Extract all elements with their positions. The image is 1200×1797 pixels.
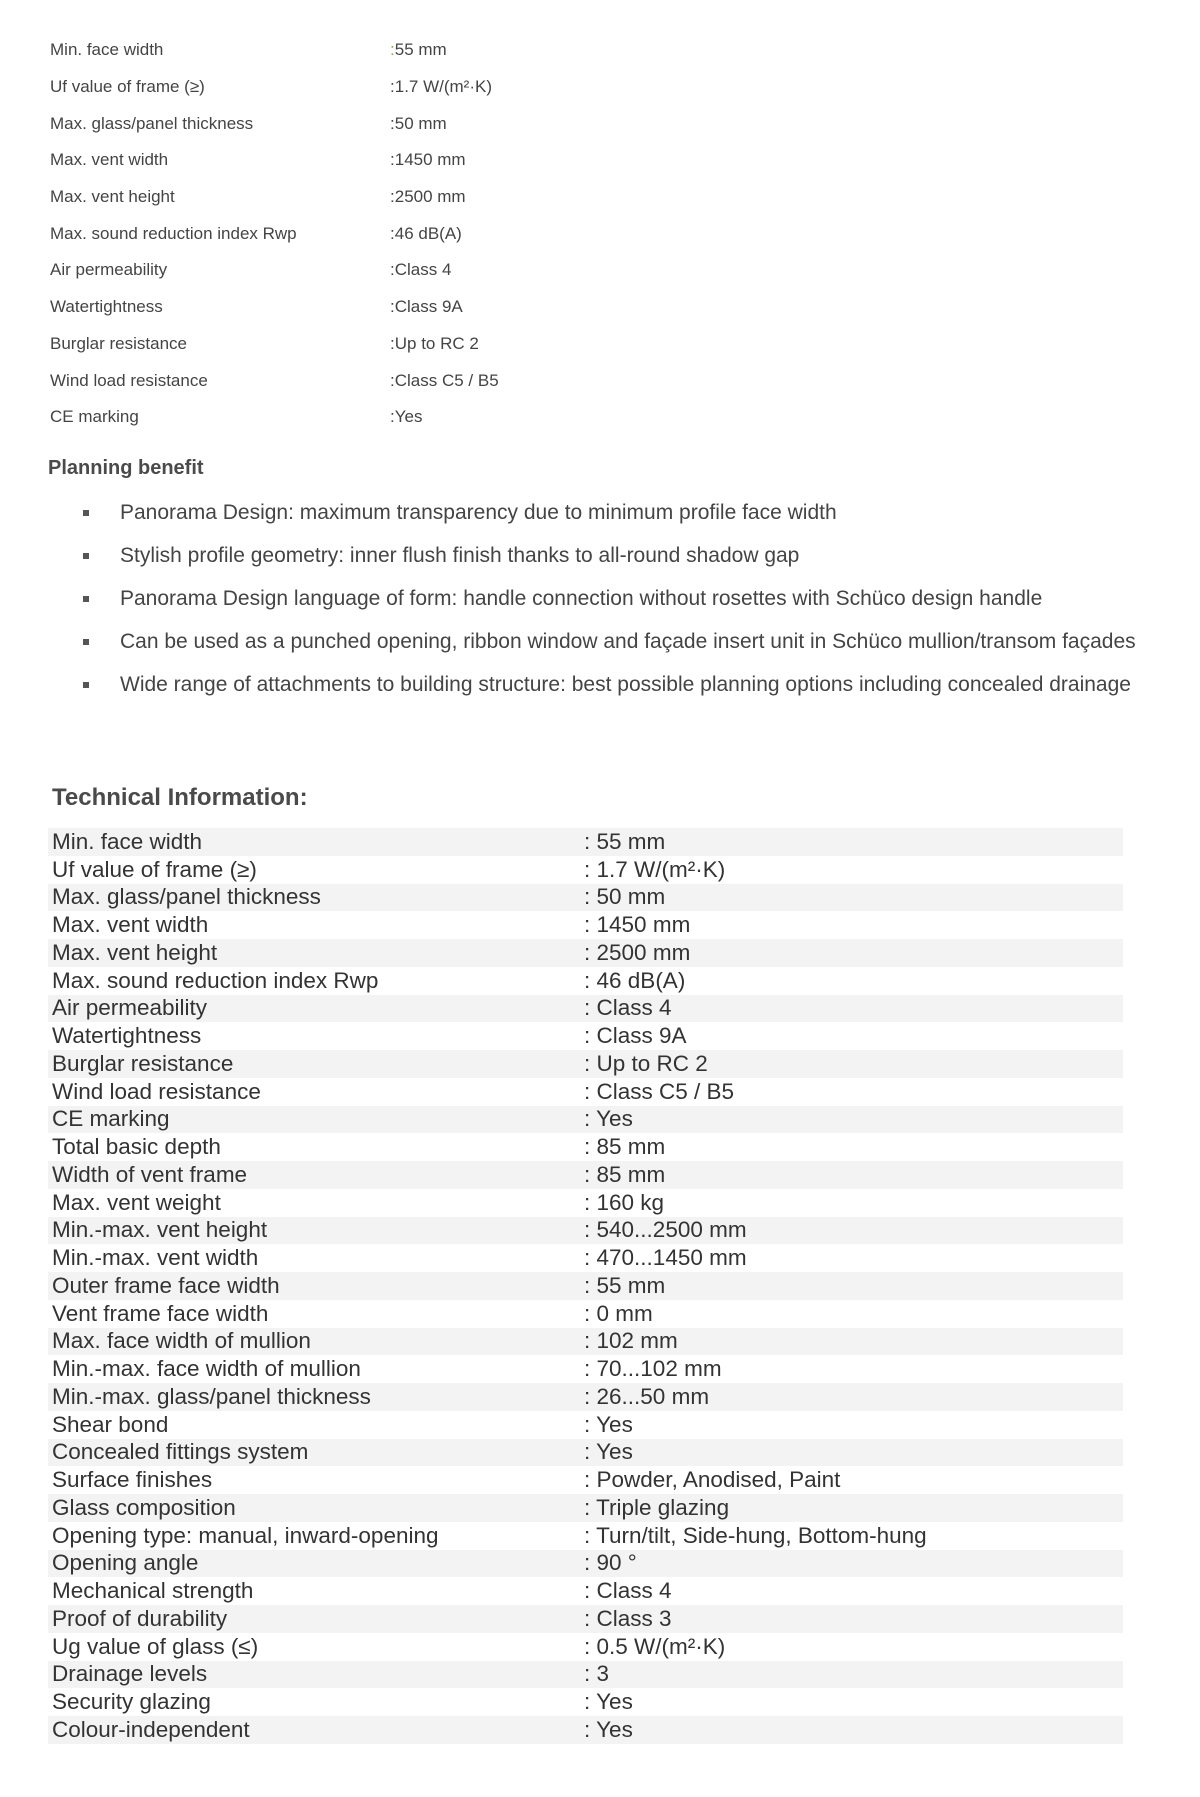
spec-label: Min. face width (50, 40, 164, 60)
row-label: Ug value of glass (≤) (52, 1633, 259, 1659)
spec-separator: : (390, 407, 395, 427)
row-value (584, 1523, 1123, 1549)
row-value-text: 50 mm (596, 884, 666, 910)
row-separator: : (584, 1411, 597, 1437)
benefit-item (80, 543, 1150, 569)
square-bullet-icon (83, 596, 89, 602)
spec-value: 2500 mm (394, 187, 466, 207)
square-bullet-icon (83, 553, 89, 559)
benefit-text: Wide range of attachments to building structure: best possible planning options including concealed drainage (120, 673, 1131, 696)
summary-spec-row (50, 32, 650, 69)
table-row (48, 1189, 1123, 1217)
row-value (584, 1717, 1123, 1743)
spec-separator: : (390, 297, 395, 317)
spec-value: Class 4 (394, 260, 452, 280)
row-value (584, 1106, 1123, 1132)
row-label: Max. vent width (52, 912, 209, 938)
spec-separator: : (390, 150, 395, 170)
table-row (48, 1439, 1123, 1467)
spec-label: CE marking (50, 407, 139, 427)
row-value (584, 1661, 1123, 1687)
spec-separator: : (390, 113, 395, 133)
benefit-item (80, 629, 1150, 655)
spec-separator: : (390, 333, 395, 353)
row-value-text: 55 mm (596, 828, 666, 854)
row-value (584, 1412, 1123, 1438)
row-value-text: 26...50 mm (596, 1383, 710, 1409)
table-row (48, 939, 1123, 967)
spec-separator: : (390, 40, 395, 60)
row-label: Mechanical strength (52, 1578, 254, 1604)
row-value-text: Yes (596, 1716, 633, 1742)
row-value-text: 70...102 mm (596, 1356, 722, 1382)
table-row (48, 1161, 1123, 1189)
row-value (584, 1273, 1123, 1299)
row-value-text: 46 dB(A) (596, 967, 686, 993)
row-value-text: 160 kg (596, 1189, 665, 1215)
row-value-text: 540...2500 mm (596, 1217, 747, 1243)
summary-spec-row (50, 215, 650, 252)
row-value (584, 1634, 1123, 1660)
row-value-text: Turn/tilt, Side-hung, Bottom-hung (596, 1522, 927, 1548)
row-value (584, 1328, 1123, 1354)
row-label: Max. glass/panel thickness (52, 884, 321, 910)
row-separator: : (584, 1356, 597, 1382)
row-separator: : (584, 1328, 597, 1354)
row-value (584, 1467, 1123, 1493)
table-row (48, 1133, 1123, 1161)
row-value (584, 884, 1123, 910)
spec-label: Watertightness (50, 297, 163, 317)
table-row (48, 1272, 1123, 1300)
row-label: Min.-max. face width of mullion (52, 1356, 361, 1382)
row-separator: : (584, 1522, 597, 1548)
row-separator: : (584, 1217, 597, 1243)
row-separator: : (584, 1078, 597, 1104)
summary-spec-row (50, 326, 650, 363)
row-separator: : (584, 1134, 597, 1160)
row-value-text: Class 9A (596, 1023, 687, 1049)
row-label: Proof of durability (52, 1605, 228, 1631)
table-row (48, 1244, 1123, 1272)
row-separator: : (584, 1578, 597, 1604)
spec-label: Max. vent width (50, 150, 169, 170)
spec-separator: : (390, 187, 395, 207)
table-row (48, 1022, 1123, 1050)
row-separator: : (584, 1272, 597, 1298)
row-separator: : (584, 967, 597, 993)
row-separator: : (584, 1439, 597, 1465)
spec-value: Class 9A (394, 297, 463, 317)
row-label: Colour-independent (52, 1716, 250, 1742)
planning-benefit-title: Planning benefit (48, 457, 204, 479)
table-row (48, 1716, 1123, 1744)
summary-spec-row (50, 399, 650, 436)
table-row (48, 884, 1123, 912)
table-row (48, 967, 1123, 995)
row-label: Burglar resistance (52, 1050, 234, 1076)
table-row (48, 1494, 1123, 1522)
row-value-text: Class C5 / B5 (596, 1078, 735, 1104)
row-value-text: Yes (596, 1689, 633, 1715)
row-separator: : (584, 1467, 597, 1493)
summary-spec-row (50, 362, 650, 399)
row-label: Min. face width (52, 828, 203, 854)
row-separator: : (584, 1689, 597, 1715)
row-value-text: 2500 mm (596, 939, 691, 965)
row-label: Security glazing (52, 1689, 211, 1715)
row-separator: : (584, 1383, 597, 1409)
row-value (584, 1356, 1123, 1382)
square-bullet-icon (83, 510, 89, 516)
technical-information-table (48, 828, 1123, 1744)
row-value (584, 829, 1123, 855)
benefit-text: Panorama Design: maximum transparency due to minimum profile face width (120, 501, 837, 524)
row-value (584, 1384, 1123, 1410)
row-value (584, 940, 1123, 966)
spec-value: 1450 mm (394, 150, 466, 170)
row-value (584, 995, 1123, 1021)
row-value (584, 1439, 1123, 1465)
row-value (584, 1495, 1123, 1521)
table-row (48, 911, 1123, 939)
summary-spec-row (50, 142, 650, 179)
table-row (48, 1078, 1123, 1106)
table-row (48, 1300, 1123, 1328)
spec-value: 1.7 W/(m²·K) (394, 77, 493, 97)
technical-information-title: Technical Information: (52, 784, 308, 811)
row-value-text: Up to RC 2 (596, 1050, 708, 1076)
table-row (48, 1106, 1123, 1134)
row-value-text: Powder, Anodised, Paint (596, 1467, 841, 1493)
table-row (48, 1605, 1123, 1633)
row-label: Total basic depth (52, 1134, 221, 1160)
row-label: Wind load resistance (52, 1078, 261, 1104)
row-label: Drainage levels (52, 1661, 208, 1687)
spec-label: Max. glass/panel thickness (50, 113, 254, 133)
row-label: CE marking (52, 1106, 170, 1132)
benefit-item (80, 672, 1150, 698)
row-value-text: 85 mm (596, 1134, 666, 1160)
row-value-text: 55 mm (596, 1272, 666, 1298)
row-value-text: Yes (596, 1439, 633, 1465)
row-value (584, 1134, 1123, 1160)
table-row (48, 1522, 1123, 1550)
row-value-text: 102 mm (596, 1328, 678, 1354)
summary-spec-row (50, 105, 650, 142)
table-row (48, 995, 1123, 1023)
spec-value: Up to RC 2 (394, 333, 479, 353)
row-label: Vent frame face width (52, 1300, 269, 1326)
summary-spec-row (50, 179, 650, 216)
square-bullet-icon (83, 682, 89, 688)
row-separator: : (584, 828, 597, 854)
row-label: Min.-max. vent width (52, 1245, 259, 1271)
row-value (584, 1079, 1123, 1105)
benefit-text: Can be used as a punched opening, ribbon window and façade insert unit in Schüco mullion/transom façades (120, 630, 1136, 653)
row-separator: : (584, 1494, 597, 1520)
row-label: Min.-max. glass/panel thickness (52, 1383, 371, 1409)
row-separator: : (584, 1633, 597, 1659)
table-row (48, 1355, 1123, 1383)
row-separator: : (584, 856, 597, 882)
row-value (584, 912, 1123, 938)
row-value-text: 1.7 W/(m²·K) (596, 856, 726, 882)
row-separator: : (584, 1605, 597, 1631)
summary-spec-row (50, 69, 650, 106)
square-bullet-icon (83, 639, 89, 645)
row-separator: : (584, 1245, 597, 1271)
row-value-text: 1450 mm (596, 912, 691, 938)
spec-separator: : (390, 370, 395, 390)
row-value (584, 1550, 1123, 1576)
table-row (48, 1050, 1123, 1078)
row-separator: : (584, 884, 597, 910)
row-separator: : (584, 1716, 597, 1742)
benefit-text: Stylish profile geometry: inner flush finish thanks to all-round shadow gap (120, 544, 800, 567)
row-label: Max. vent height (52, 939, 218, 965)
row-label: Max. sound reduction index Rwp (52, 967, 379, 993)
spec-label: Max. sound reduction index Rwp (50, 223, 297, 243)
spec-value: 55 mm (394, 40, 447, 60)
summary-spec-list (50, 32, 650, 436)
spec-label: Max. vent height (50, 187, 175, 207)
spec-separator: : (390, 77, 395, 97)
table-row (48, 1688, 1123, 1716)
row-label: Concealed fittings system (52, 1439, 309, 1465)
row-label: Opening angle (52, 1550, 199, 1576)
row-label: Opening type: manual, inward-opening (52, 1522, 439, 1548)
benefit-item (80, 586, 1150, 612)
row-value (584, 1162, 1123, 1188)
row-value (584, 1023, 1123, 1049)
table-row (48, 1577, 1123, 1605)
planning-benefit-list (80, 500, 1150, 715)
row-label: Watertightness (52, 1023, 202, 1049)
table-row (48, 1328, 1123, 1356)
spec-label: Burglar resistance (50, 333, 188, 353)
row-value-text: 90 ° (596, 1550, 637, 1576)
row-separator: : (584, 1661, 597, 1687)
row-value-text: Triple glazing (596, 1494, 730, 1520)
row-separator: : (584, 939, 597, 965)
row-value-text: Yes (596, 1411, 633, 1437)
summary-spec-row (50, 289, 650, 326)
table-row (48, 1217, 1123, 1245)
row-separator: : (584, 1023, 597, 1049)
row-separator: : (584, 1161, 597, 1187)
row-value (584, 1689, 1123, 1715)
row-value-text: 3 (596, 1661, 610, 1687)
spec-label: Uf value of frame (≥) (50, 77, 205, 97)
row-value (584, 968, 1123, 994)
row-value (584, 1301, 1123, 1327)
spec-value: Yes (394, 407, 423, 427)
table-row (48, 1466, 1123, 1494)
row-label: Glass composition (52, 1494, 236, 1520)
row-value-text: Yes (596, 1106, 633, 1132)
table-row (48, 856, 1123, 884)
spec-separator: : (390, 223, 395, 243)
spec-value: 50 mm (394, 113, 447, 133)
row-value-text: Class 3 (596, 1605, 672, 1631)
summary-spec-row (50, 252, 650, 289)
row-separator: : (584, 995, 597, 1021)
row-value-text: 470...1450 mm (596, 1245, 747, 1271)
table-row (48, 828, 1123, 856)
spec-separator: : (390, 260, 395, 280)
row-label: Max. vent weight (52, 1189, 221, 1215)
row-value (584, 1217, 1123, 1243)
table-row (48, 1383, 1123, 1411)
spec-value: 46 dB(A) (394, 223, 462, 243)
row-separator: : (584, 1550, 597, 1576)
row-value (584, 1578, 1123, 1604)
spec-label: Air permeability (50, 260, 168, 280)
row-value-text: Class 4 (596, 1578, 672, 1604)
row-separator: : (584, 1050, 597, 1076)
row-separator: : (584, 1300, 597, 1326)
benefit-item (80, 500, 1150, 526)
row-value (584, 1606, 1123, 1632)
row-separator: : (584, 1189, 597, 1215)
row-value (584, 1190, 1123, 1216)
row-value (584, 1245, 1123, 1271)
row-value-text: 85 mm (596, 1161, 666, 1187)
row-value-text: Class 4 (596, 995, 672, 1021)
row-value-text: 0.5 W/(m²·K) (596, 1633, 726, 1659)
row-label: Outer frame face width (52, 1272, 280, 1298)
row-label: Width of vent frame (52, 1161, 248, 1187)
table-row (48, 1411, 1123, 1439)
table-row (48, 1633, 1123, 1661)
row-label: Max. face width of mullion (52, 1328, 311, 1354)
row-value (584, 1051, 1123, 1077)
table-row (48, 1550, 1123, 1578)
spec-label: Wind load resistance (50, 370, 208, 390)
row-value-text: 0 mm (596, 1300, 653, 1326)
row-label: Min.-max. vent height (52, 1217, 268, 1243)
row-label: Air permeability (52, 995, 208, 1021)
spec-value: Class C5 / B5 (394, 370, 499, 390)
table-row (48, 1661, 1123, 1689)
row-label: Shear bond (52, 1411, 169, 1437)
row-separator: : (584, 1106, 597, 1132)
row-label: Uf value of frame (≥) (52, 856, 257, 882)
row-separator: : (584, 912, 597, 938)
row-value (584, 857, 1123, 883)
row-label: Surface finishes (52, 1467, 213, 1493)
benefit-text: Panorama Design language of form: handle connection without rosettes with Schüco design handle (120, 587, 1043, 610)
